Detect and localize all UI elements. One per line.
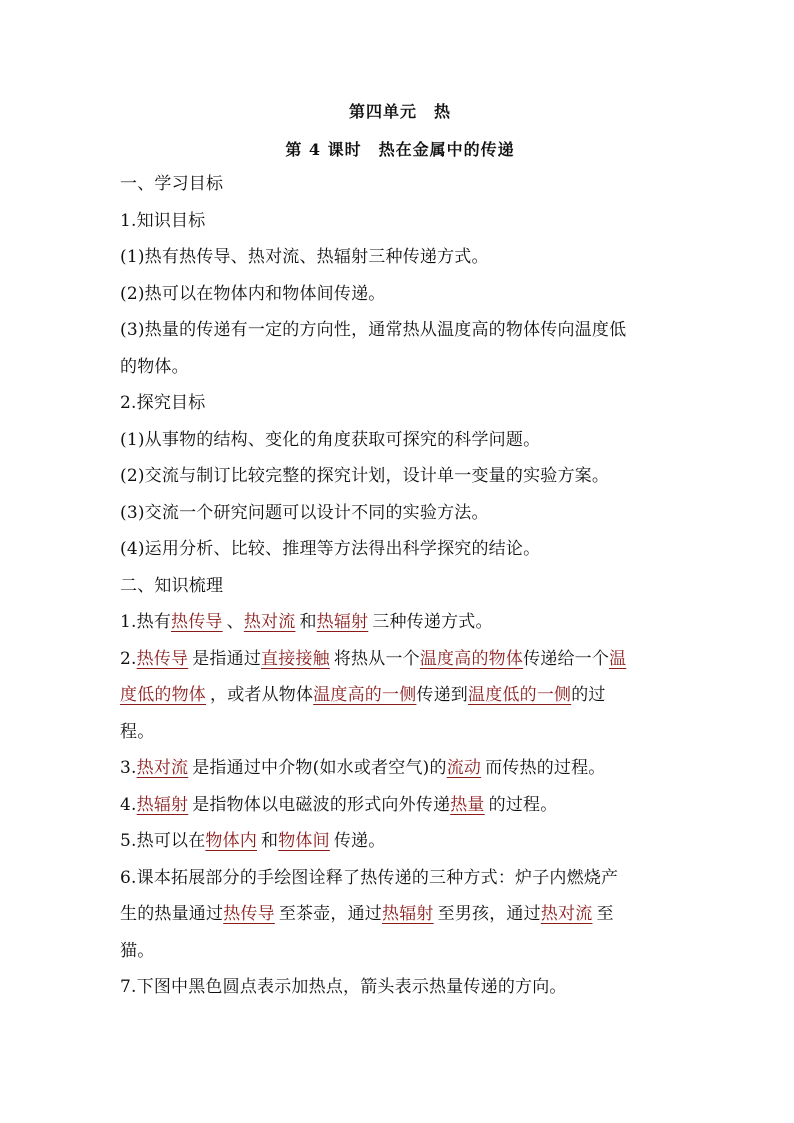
question-1: 1.热有热传导 、热对流 和热辐射 三种传递方式。 xyxy=(120,612,493,632)
answer-blank: 温度高的一侧 xyxy=(313,685,417,705)
answer-blank: 热对流 xyxy=(540,904,593,924)
question-2-cont: 度低的物体 ，或者从物体温度高的一侧传递到温度低的一侧的过 xyxy=(120,685,606,705)
answer-blank: 温度低的一侧 xyxy=(468,685,572,705)
knowledge-goal-item: (2)热可以在物体内和物体间传递。 xyxy=(120,283,386,304)
knowledge-goal-item: (1)热有热传导、热对流、热辐射三种传递方式。 xyxy=(120,247,489,267)
inquiry-goal-item: (1)从事物的结构、变化的角度获取可探究的科学问题。 xyxy=(120,429,541,450)
answer-blank: 热传导 xyxy=(136,648,189,669)
question-2-cont: 程。 xyxy=(120,721,155,742)
section-heading-objectives: 一、学习目标 xyxy=(120,174,224,194)
answer-blank: 热传导 xyxy=(223,904,275,924)
inquiry-goal-item: (4)运用分析、比较、推理等方法得出科学探究的结论。 xyxy=(120,539,541,559)
answer-blank: 温度高的物体 xyxy=(419,648,524,669)
section-heading-review: 二、知识梳理 xyxy=(120,575,224,596)
answer-blank: 热辐射 xyxy=(136,794,189,815)
knowledge-goals-heading: 1.知识目标 xyxy=(120,210,206,231)
question-5: 5.热可以在物体内 和物体间 传递。 xyxy=(120,831,386,851)
answer-blank: 热量 xyxy=(450,794,485,815)
answer-blank: 热传导 xyxy=(171,612,223,632)
answer-blank: 热对流 xyxy=(243,612,296,632)
answer-blank: 热对流 xyxy=(136,758,189,778)
inquiry-goal-item: (3)交流一个研究问题可以设计不同的实验方法。 xyxy=(120,502,489,523)
answer-blank: 物体内 xyxy=(205,831,258,851)
inquiry-goals-heading: 2.探究目标 xyxy=(120,393,206,413)
question-6-cont: 生的热量通过热传导 至茶壶，通过热辐射 至男孩，通过热对流 至 xyxy=(120,904,614,924)
knowledge-goal-item: (3)热量的传递有一定的方向性，通常热从温度高的物体传向温度低 xyxy=(120,320,627,340)
answer-blank: 流动 xyxy=(446,758,482,778)
question-6-cont: 猫。 xyxy=(120,940,155,961)
answer-blank: 直接接触 xyxy=(261,648,330,669)
question-7: 7.下图中黑色圆点表示加热点，箭头表示热量传递的方向。 xyxy=(120,977,567,997)
question-3: 3.热对流 是指通过中介物(如水或者空气)的流动 而传热的过程。 xyxy=(120,758,606,778)
question-4: 4.热辐射 是指物体以电磁波的形式向外传递热量 的过程。 xyxy=(120,794,558,815)
unit-title: 第四单元 热 xyxy=(348,102,451,121)
answer-blank: 热辐射 xyxy=(316,612,369,632)
answer-blank: 热辐射 xyxy=(382,904,434,924)
question-2: 2.热传导 是指通过直接接触 将热从一个温度高的物体传递给一个温 xyxy=(120,648,627,669)
document-page xyxy=(120,96,680,1006)
answer-blank: 温 xyxy=(609,648,627,669)
question-6: 6.课本拓展部分的手绘图诠释了热传递的三种方式：炉子内燃烧产 xyxy=(120,867,619,888)
inquiry-goal-item: (2)交流与制订比较完整的探究计划，设计单一变量的实验方案。 xyxy=(120,466,610,486)
knowledge-goal-item-cont: 的物体。 xyxy=(120,356,189,377)
lesson-title: 第 4 课时 热在金属中的传递 xyxy=(285,140,515,159)
answer-blank: 度低的物体 xyxy=(120,685,206,705)
answer-blank: 物体间 xyxy=(278,831,330,851)
